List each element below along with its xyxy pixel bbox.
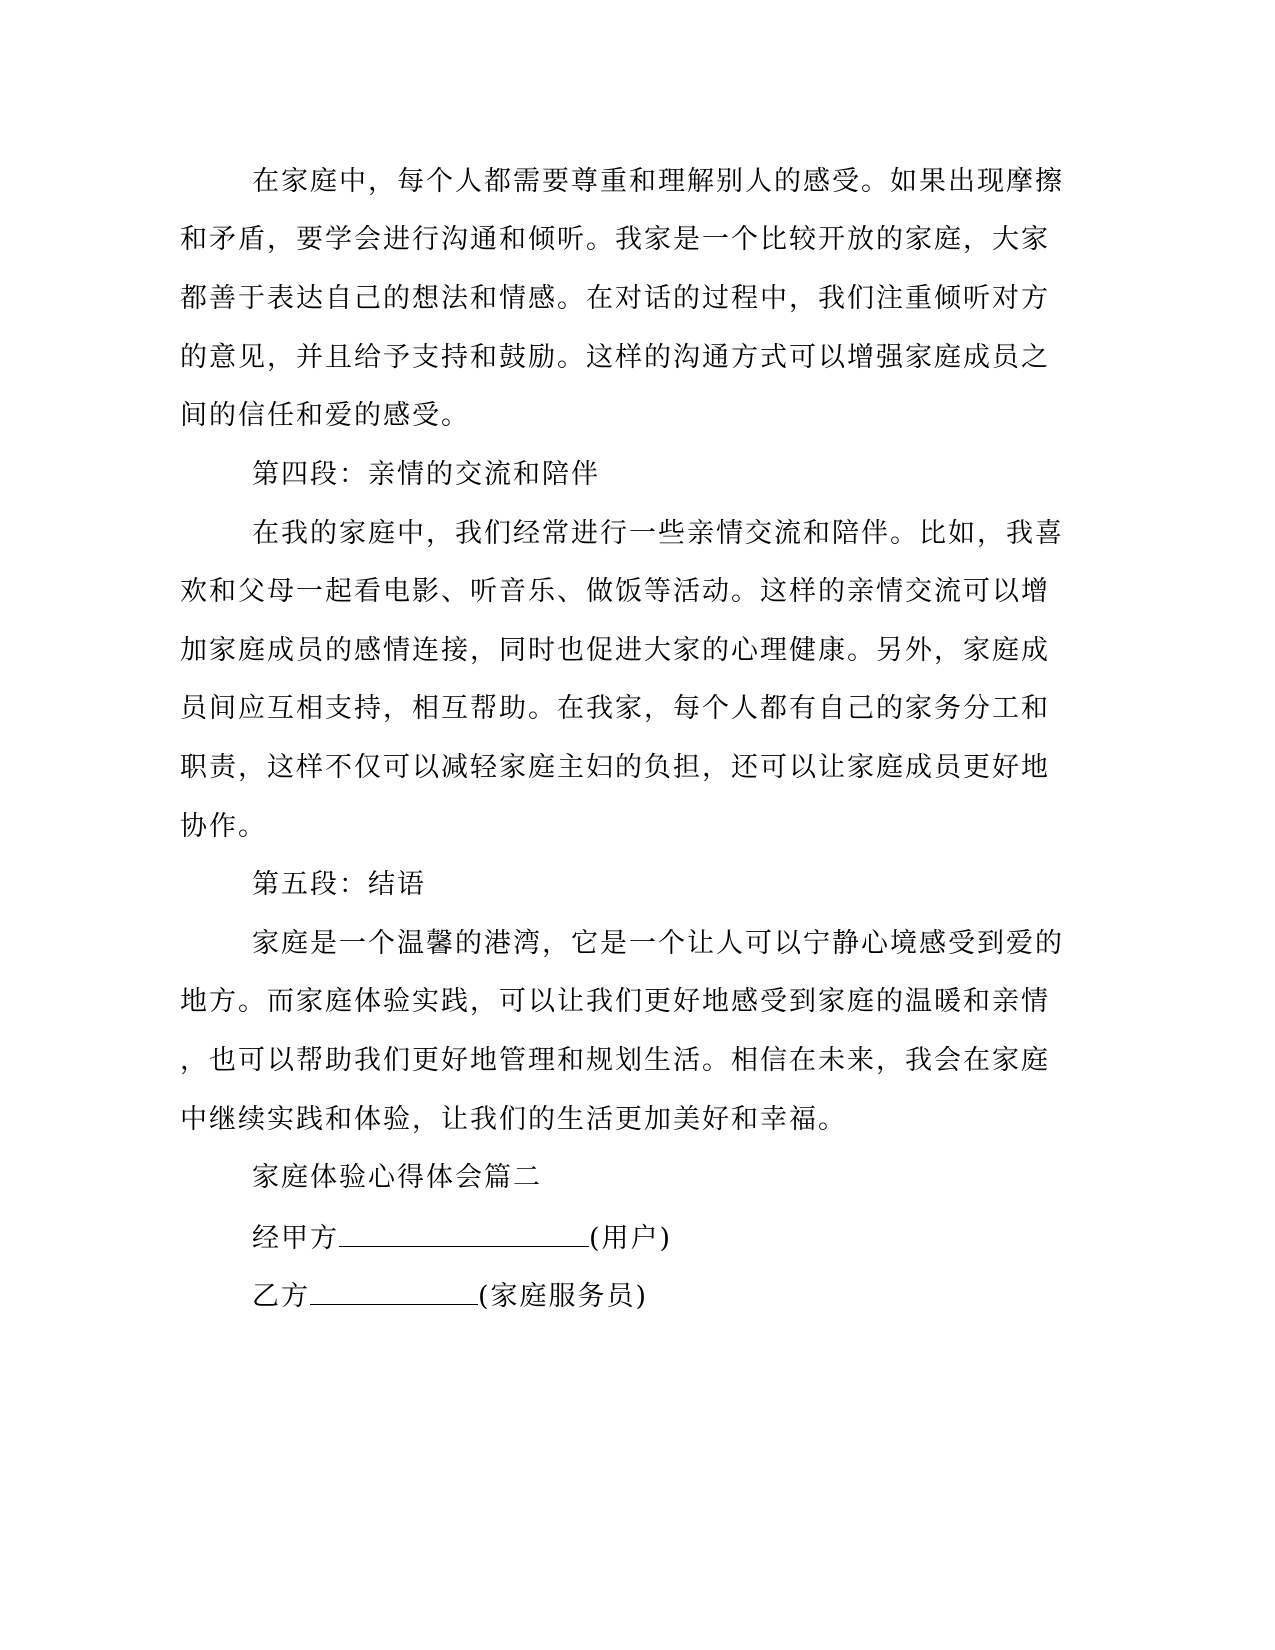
paragraph-line: 在我的家庭中，我们经常进行一些亲情交流和陪伴。比如，我喜 (252, 518, 1064, 549)
section-heading: 第四段：亲情的交流和陪伴 (252, 459, 600, 490)
paragraph-line: 的意见，并且给予支持和鼓励。这样的沟通方式可以增强家庭成员之 (180, 342, 1050, 373)
paragraph-line: ，也可以帮助我们更好地管理和规划生活。相信在未来，我会在家庭 (180, 1045, 1050, 1076)
paragraph-line: 地方。而家庭体验实践，可以让我们更好地感受到家庭的温暖和亲情 (180, 986, 1050, 1017)
party-b-label: 乙方 (252, 1281, 310, 1312)
paragraph-line: 在家庭中，每个人都需要尊重和理解别人的感受。如果出现摩擦 (252, 166, 1064, 197)
party-b-suffix: (家庭服务员) (478, 1281, 649, 1312)
party-a-suffix: (用户) (589, 1223, 673, 1254)
section-title: 家庭体验心得体会篇二 (252, 1162, 542, 1193)
party-a-label: 经甲方 (252, 1223, 339, 1254)
party-a-blank (339, 1219, 589, 1247)
paragraph-line: 间的信任和爱的感受。 (180, 400, 470, 431)
party-a-line (252, 1219, 672, 1257)
section-heading: 第五段：结语 (252, 869, 426, 900)
paragraph-line: 员间应互相支持，相互帮助。在我家，每个人都有自己的家务分工和 (180, 693, 1050, 724)
party-b-blank (310, 1277, 478, 1305)
party-b-line (252, 1277, 648, 1315)
paragraph-line: 都善于表达自己的想法和情感。在对话的过程中，我们注重倾听对方 (180, 283, 1050, 314)
paragraph-line: 协作。 (180, 811, 267, 842)
paragraph-line: 中继续实践和体验，让我们的生活更加美好和幸福。 (180, 1104, 847, 1135)
paragraph-line: 加家庭成员的感情连接，同时也促进大家的心理健康。另外，家庭成 (180, 635, 1050, 666)
paragraph-line: 和矛盾，要学会进行沟通和倾听。我家是一个比较开放的家庭，大家 (180, 224, 1050, 255)
paragraph-line: 家庭是一个温馨的港湾，它是一个让人可以宁静心境感受到爱的 (252, 928, 1064, 959)
paragraph-line: 欢和父母一起看电影、听音乐、做饭等活动。这样的亲情交流可以增 (180, 576, 1050, 607)
paragraph-line: 职责，这样不仅可以减轻家庭主妇的负担，还可以让家庭成员更好地 (180, 752, 1050, 783)
